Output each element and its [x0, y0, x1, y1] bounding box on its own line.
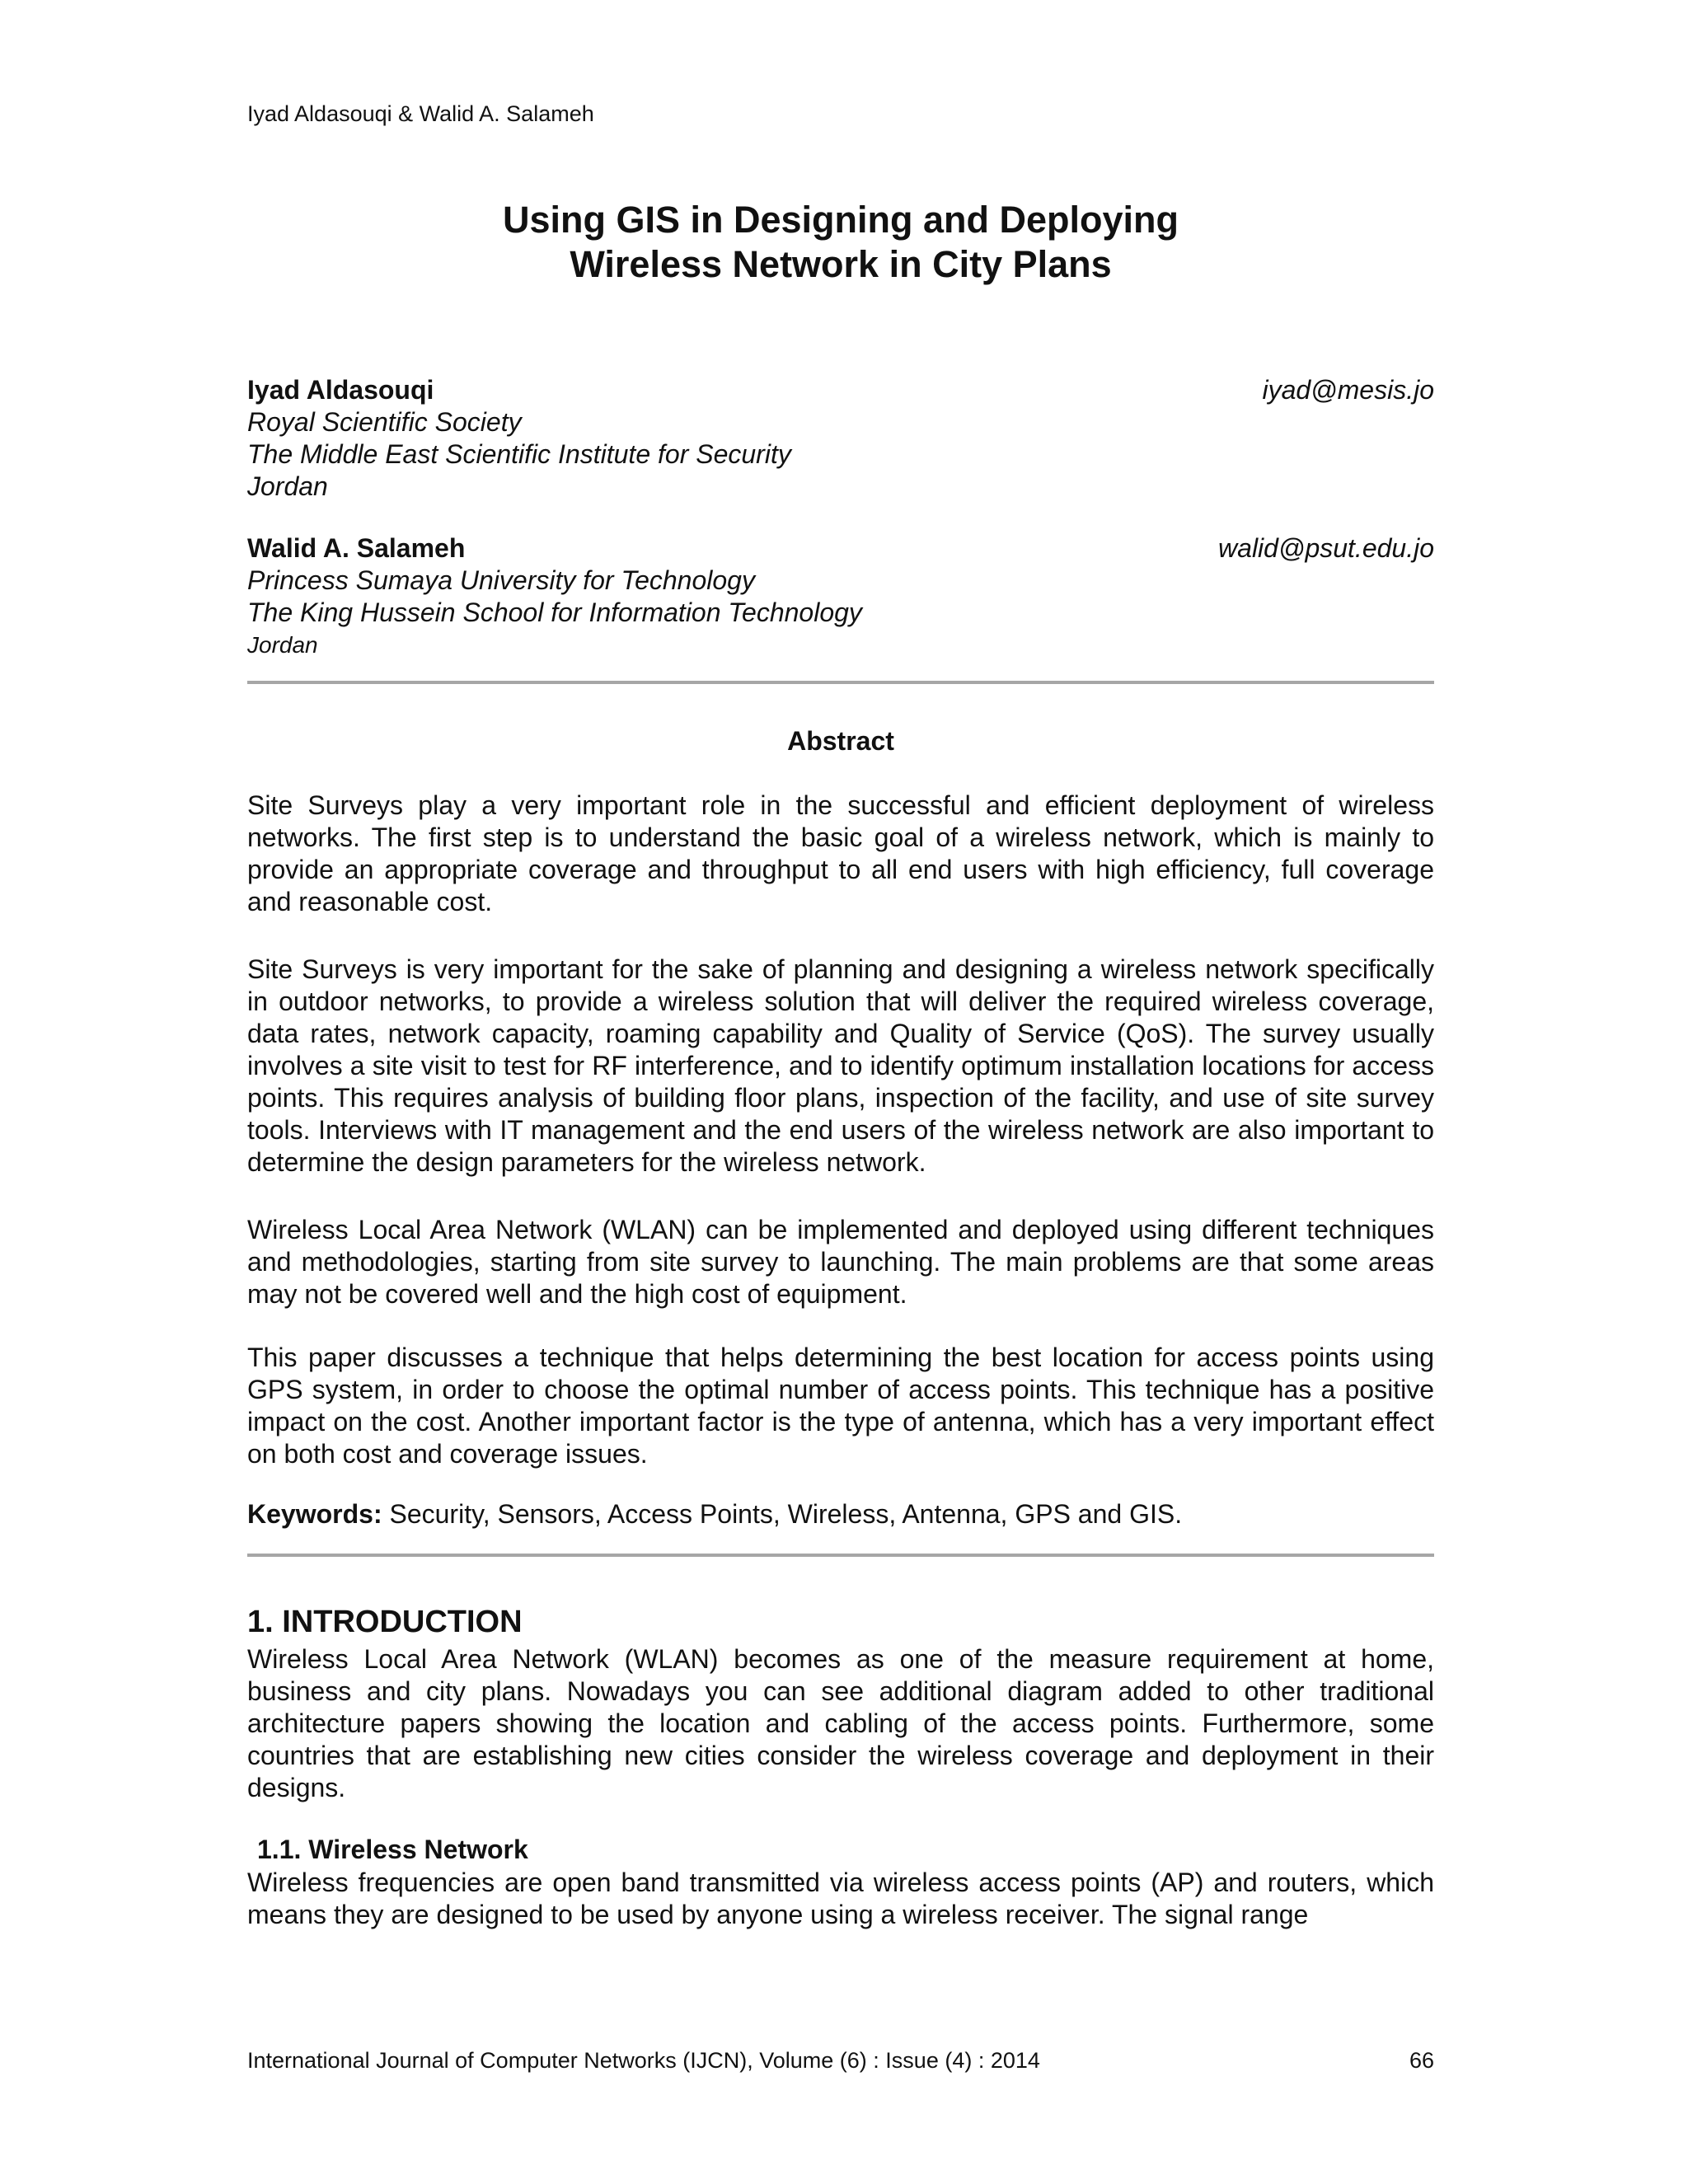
paper-title — [247, 198, 1434, 287]
author-name: Iyad Aldasouqi — [247, 375, 434, 405]
author-affiliation: Princess Sumaya University for Technology — [247, 565, 755, 595]
paper-page — [247, 0, 1434, 2184]
author-country: Jordan — [247, 632, 318, 658]
running-head: Iyad Aldasouqi & Walid A. Salameh — [247, 101, 594, 126]
author-email[interactable]: iyad@mesis.jo — [1262, 375, 1434, 405]
title-line-1: Using GIS in Designing and Deploying — [502, 199, 1179, 241]
author-country: Jordan — [247, 471, 328, 501]
footer-journal: International Journal of Computer Networks (IJCN), Volume (6) : Issue (4) : 2014 — [247, 2048, 1040, 2073]
keywords-label: Keywords: — [247, 1499, 382, 1529]
section-heading: 1. INTRODUCTION — [247, 1605, 523, 1639]
author-block-1 — [247, 374, 1434, 503]
abstract-paragraph: Site Surveys play a very important role in the successful and efficient deployment of wireless networks. The first step is to understand the basic goal of a wireless network, which is mainly to provide an appropriate coverage and throughput to all end users with high efficiency, full coverage and reasonable cost. — [247, 790, 1434, 916]
author-affiliation: The King Hussein School for Information Technology — [247, 598, 862, 627]
abstract-heading: Abstract — [787, 726, 894, 756]
author-name: Walid A. Salameh — [247, 533, 466, 563]
divider-rule — [247, 1554, 1434, 1557]
subsection-paragraph: Wireless frequencies are open band transmitted via wireless access points (AP) and routers, which means they are designed to be used by anyone using a wireless receiver. The signal range — [247, 1868, 1434, 1929]
author-affiliation: Royal Scientific Society — [247, 407, 522, 437]
abstract-paragraph: Site Surveys is very important for the sake of planning and designing a wireless network specifically in outdoor networks, to provide a wireless solution that will deliver the required wireless coverage, data rates, network capacity, roaming capability and Quality of Service (QoS). The survey usually involves a site visit to test for RF interference, and to identify optimum installation locations for access points. This requires analysis of building floor plans, inspection of the facility, and use of site survey tools. Interviews with IT management and the end users of the wireless network are also important to determine the design parameters for the wireless network. — [247, 954, 1434, 1177]
keywords-list: Security, Sensors, Access Points, Wireless, Antenna, GPS and GIS. — [389, 1499, 1183, 1529]
abstract-paragraph: Wireless Local Area Network (WLAN) can be implemented and deployed using different techniques and methodologies, starting from site survey to launching. The main problems are that some areas may not be covered well and the high cost of equipment. — [247, 1215, 1434, 1309]
page-number: 66 — [1409, 2048, 1434, 2073]
keywords-line — [247, 1498, 1434, 1530]
author-block-2 — [247, 532, 1434, 661]
author-affiliation: The Middle East Scientific Institute for Security — [247, 439, 791, 469]
divider-rule — [247, 681, 1434, 684]
abstract-paragraph: This paper discusses a technique that helps determining the best location for access points using GPS system, in order to choose the optimal number of access points. This technique has a positive impact on the cost. Another important factor is the type of antenna, which has a very important effect on both cost and coverage issues. — [247, 1343, 1434, 1469]
subsection-heading: 1.1. Wireless Network — [257, 1835, 528, 1864]
introduction-paragraph: Wireless Local Area Network (WLAN) becomes as one of the measure requirement at home, business and city plans. Nowadays you can see additional diagram added to other traditional architecture papers showing the location and cabling of the access points. Furthermore, some countries that are establishing new cities consider the wireless coverage and deployment in their designs. — [247, 1644, 1434, 1802]
title-line-2: Wireless Network in City Plans — [570, 243, 1112, 285]
author-email[interactable]: walid@psut.edu.jo — [1218, 533, 1434, 563]
